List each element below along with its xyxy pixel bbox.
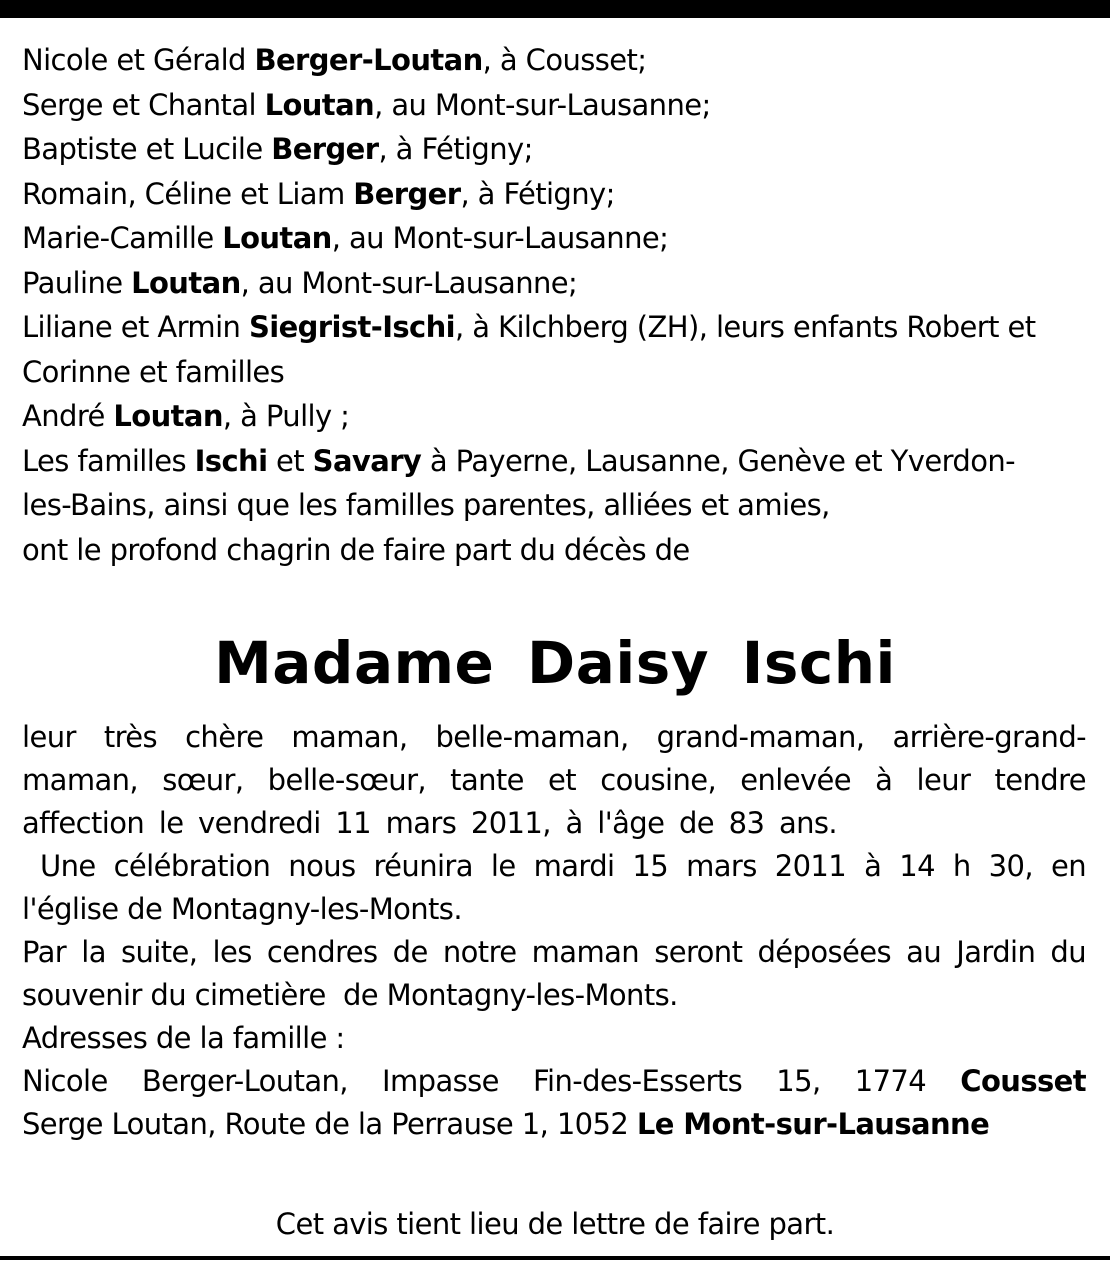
- family-line: Liliane et Armin Siegrist-Ischi, à Kilchberg (ZH), leurs enfants Robert et: [22, 310, 1036, 344]
- footer-note: Cet avis tient lieu de lettre de faire part.: [275, 1207, 835, 1241]
- address-line: Serge Loutan, Route de la Perrause 1, 1052 Le Mont-sur-Lausanne: [22, 1107, 990, 1141]
- family-line: Baptiste et Lucile Berger, à Fétigny;: [22, 132, 533, 166]
- family-line: André Loutan, à Pully ;: [22, 399, 350, 433]
- family-line-continued: Corinne et familles: [22, 354, 285, 389]
- notice-body: [22, 716, 1086, 1146]
- tribute-line: affection le vendredi 11 mars 2011, à l'âge de 83 ans.: [22, 806, 838, 840]
- families-line: Les familles Ischi et Savary à Payerne, Lausanne, Genève et Yverdon-: [22, 443, 1015, 478]
- family-line: Nicole et Gérald Berger-Loutan, à Cousset;: [22, 43, 647, 77]
- ceremony-line: Une célébration nous réunira le mardi 15 mars 2011 à 14 h 30, en: [22, 849, 1086, 883]
- deceased-name: Madame Daisy Ischi: [214, 629, 896, 697]
- tribute-line: leur très chère maman, belle-maman, grand-maman, arrière-grand-: [22, 720, 1086, 754]
- announcement: ont le profond chagrin de faire part du décès de: [22, 532, 690, 567]
- tribute-line: maman, sœur, belle-sœur, tante et cousine, enlevée à leur tendre: [22, 763, 1086, 797]
- family-line: Romain, Céline et Liam Berger, à Fétigny;: [22, 176, 615, 211]
- ashes-line: souvenir du cimetière de Montagny-les-Monts.: [22, 978, 678, 1012]
- family-line: Serge et Chantal Loutan, au Mont-sur-Lausanne;: [22, 87, 711, 122]
- family-line: Marie-Camille Loutan, au Mont-sur-Lausanne;: [22, 221, 669, 255]
- families-line-continued: les-Bains, ainsi que les familles parentes, alliées et amies,: [22, 488, 830, 522]
- ashes-line: Par la suite, les cendres de notre maman seront déposées au Jardin du: [22, 935, 1086, 969]
- ceremony-line: l'église de Montagny-les-Monts.: [22, 892, 462, 926]
- family-list: [22, 38, 1086, 572]
- family-line: Pauline Loutan, au Mont-sur-Lausanne;: [22, 265, 578, 300]
- top-rule: [0, 0, 1110, 18]
- address-line: Nicole Berger-Loutan, Impasse Fin-des-Esserts 15, 1774 Cousset: [22, 1064, 1086, 1098]
- bottom-rule: [0, 1256, 1110, 1260]
- addresses-label: Adresses de la famille :: [22, 1021, 345, 1055]
